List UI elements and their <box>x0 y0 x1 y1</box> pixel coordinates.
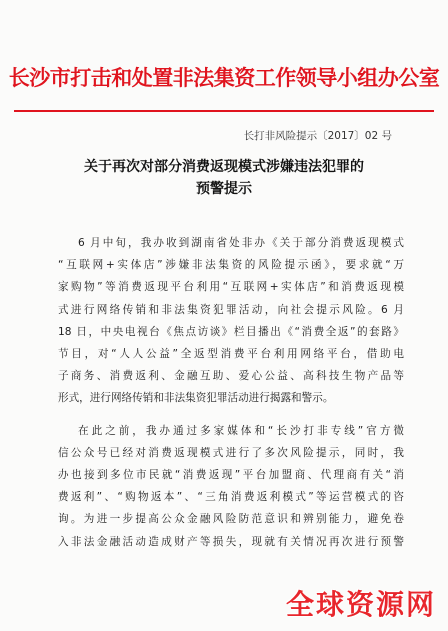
body-line: 询。为进一步提高公众金融风险防范意识和辨别能力，避免卷 <box>58 513 404 526</box>
body-line: 18 日，中央电视台《焦点访谈》栏目播出《“消费全返”的套路》 <box>58 325 404 338</box>
red-divider-line <box>14 110 434 112</box>
body-line: 办也接到多位市民就“消费返现”平台加盟商、代理商有关“消 <box>58 469 404 482</box>
site-watermark: 全球资源网 <box>285 588 436 621</box>
body-line: 式进行网络传销和非法集资犯罪活动，向社会提示风险。6 月 <box>58 303 404 316</box>
document-number: 长打非风险提示〔2017〕02 号 <box>243 130 392 142</box>
body-line: 在此之前，我办通过多家媒体和“长沙打非专线”官方微 <box>78 424 404 437</box>
body-line: 信公众号已经对消费返现模式进行了多次风险提示，同时，我 <box>58 446 404 459</box>
document-title-line-2: 预警提示 <box>196 181 252 197</box>
body-line: 6 月中旬，我办收到湖南省处非办《关于部分消费返现模式 <box>78 237 404 249</box>
body-line: 入非法金融活动造成财产等损失，现就有关情况再次进行预警 <box>58 535 404 548</box>
paragraph-spacer <box>58 410 404 420</box>
body-line: “互联网+实体店”涉嫌非法集资的风险提示函》，要求就“万 <box>58 259 404 272</box>
document-title-line-1: 关于再次对部分消费返现模式涉嫌违法犯罪的 <box>84 159 364 175</box>
document-body <box>58 232 404 553</box>
body-line: 节目，对“人人公益”全返型消费平台利用网络平台，借助电 <box>58 348 404 361</box>
body-line: 子商务、消费返利、金融互助、爱心公益、高科技生物产品等 <box>58 370 404 383</box>
letterhead-title: 长沙市打击和处置非法集资工作领导小组办公室 <box>8 65 440 90</box>
body-line: 形式，进行网络传销和非法集资犯罪活动进行揭露和警示。 <box>58 392 334 405</box>
body-line: 费返利”、“购物返本”、“三角消费返利模式”等运营模式的咨 <box>58 491 404 504</box>
body-line: 家购物”等消费返现平台利用“互联网+实体店”和消费返现模 <box>58 281 404 294</box>
